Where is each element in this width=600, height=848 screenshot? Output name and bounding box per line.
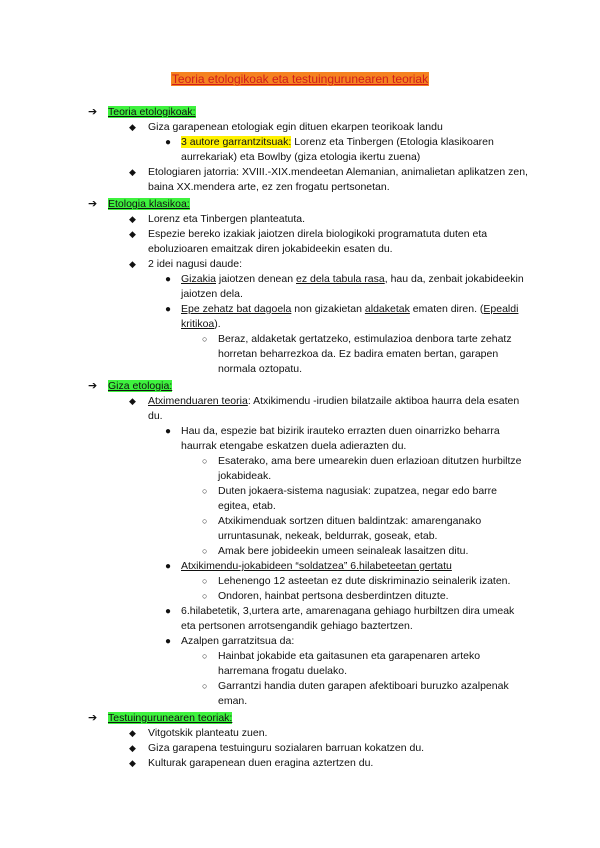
list-item: ◆ Giza garapenean etologiak egin dituen ekarpen teorikoak landu	[129, 121, 443, 133]
diamond-bullet-icon: ◆	[129, 728, 136, 738]
list-item: ◆ Kulturak garapenean duen eragina aztertzen du.	[129, 757, 374, 769]
dot-bullet-icon: ●	[165, 561, 172, 572]
circle-bullet-icon: ○	[202, 334, 208, 344]
page-title: Teoria etologikoak eta testuingurunearen teoriak	[171, 72, 429, 86]
list-item: ○ Lehenengo 12 asteetan ez dute diskriminazio seinalerik izaten.	[202, 575, 511, 587]
list-item: ◆ Espezie bereko izakiak jaiotzen direla biologikoki programatuta duten eta eboluzioaren emaitzak diren jokabideekin esaten du.	[129, 228, 488, 255]
list-item: ● Epe zehatz bat dagoela non gizakietan aldaketak ematen diren. (Epealdi kritikoa).	[165, 303, 519, 330]
list-item: ◆ Atximenduaren teoria: Atxikimendu -irudien bilatzaile aktiboa haurra dela esaten du.	[129, 395, 520, 422]
circle-bullet-icon: ○	[202, 516, 208, 526]
list-item: ● Gizakia jaiotzen denean ez dela tabula rasa, hau da, zenbait jokabideekin jaiotzen dela.	[165, 273, 524, 300]
arrow-icon: ➔	[88, 380, 98, 392]
dot-bullet-icon: ●	[165, 636, 172, 647]
section-heading-testuingurunea: ➔ Testuingurunearen teoriak:	[88, 712, 233, 724]
list-item: ○ Hainbat jokabide eta gaitasunen eta garapenaren arteko harremana frogatu duelako.	[202, 650, 481, 677]
list-item: ● Hau da, espezie bat bizirik irauteko errazten duen oinarrizko beharra haurrak etengabe eskatzen duela adierazten du.	[165, 425, 500, 452]
diamond-bullet-icon: ◆	[129, 259, 136, 269]
circle-bullet-icon: ○	[202, 486, 208, 496]
list-item: ○ Ondoren, hainbat pertsona desberdintzen dituzte.	[202, 590, 449, 602]
dot-bullet-icon: ●	[165, 426, 172, 437]
list-item: ● 6.hilabetetik, 3,urtera arte, amarenagana gehiago hurbiltzen dira umeak eta pertsonen arrotsengandik gehiago baztertzen.	[165, 605, 515, 632]
list-item: ◆ Vitgotskik planteatu zuen.	[129, 727, 268, 739]
list-item: ◆ Giza garapena testuinguru sozialaren barruan kokatzen du.	[129, 742, 425, 754]
circle-bullet-icon: ○	[202, 456, 208, 466]
dot-bullet-icon: ●	[165, 304, 172, 315]
arrow-icon: ➔	[88, 712, 98, 724]
circle-bullet-icon: ○	[202, 681, 208, 691]
section-heading-teoria: ➔ Teoria etologikoak:	[88, 106, 196, 118]
diamond-bullet-icon: ◆	[129, 758, 136, 768]
list-item: ● 3 autore garrantzitsuak: Lorenz eta Tinbergen (Etologia klasikoaren aurrekariak) eta Bowlby (giza etologia ikertu zuena)	[165, 136, 494, 163]
circle-bullet-icon: ○	[202, 591, 208, 601]
circle-bullet-icon: ○	[202, 651, 208, 661]
dot-bullet-icon: ●	[165, 137, 172, 148]
list-item: ○ Garrantzi handia duten garapen afektiboari buruzko azalpenak eman.	[202, 680, 509, 707]
list-item: ● Azalpen garratzitsua da:	[165, 635, 295, 647]
dot-bullet-icon: ●	[165, 274, 172, 285]
diamond-bullet-icon: ◆	[129, 396, 136, 406]
section-heading-etologia-klasikoa: ➔ Etologia klasikoa:	[88, 198, 190, 210]
list-item: ◆ Lorenz eta Tinbergen planteatuta.	[129, 213, 306, 225]
list-item: ◆ 2 idei nagusi daude:	[129, 258, 242, 270]
document-body	[88, 103, 528, 771]
list-item: ○ Esaterako, ama bere umearekin duen erlazioan ditutzen hurbiltze jokabideak.	[202, 455, 522, 482]
list-item: ○ Beraz, aldaketak gertatzeko, estimulazioa denbora tarte zehatz horretan beharrezkoa da. Ez badira ematen bertan, garapen normala oztopatu.	[202, 333, 512, 375]
diamond-bullet-icon: ◆	[129, 167, 136, 177]
circle-bullet-icon: ○	[202, 546, 208, 556]
list-item: ○ Atxikimenduak sortzen dituen baldintzak: amarenganako urruntasunak, nekeak, beldurrak, goseak, etab.	[202, 515, 482, 542]
section-heading-giza-etologia: ➔ Giza etologia:	[88, 380, 173, 392]
arrow-icon: ➔	[88, 198, 98, 210]
arrow-icon: ➔	[88, 106, 98, 118]
list-item: ○ Duten jokaera-sistema nagusiak: zupatzea, negar edo barre egitea, etab.	[202, 485, 497, 512]
diamond-bullet-icon: ◆	[129, 743, 136, 753]
dot-bullet-icon: ●	[165, 606, 172, 617]
diamond-bullet-icon: ◆	[129, 122, 136, 132]
list-item: ● Atxikimendu-jokabideen “soldatzea” 6.hilabeteetan gertatu	[165, 560, 452, 572]
diamond-bullet-icon: ◆	[129, 214, 136, 224]
list-item: ◆ Etologiaren jatorria: XVIII.-XIX.mendeetan Alemanian, animalietan aplikatzen zen, baina XX.mendera arte, ez zen frogatu pertsonetan.	[129, 166, 528, 193]
diamond-bullet-icon: ◆	[129, 229, 136, 239]
list-item: ○ Amak bere jobideekin umeen seinaleak lasaitzen ditu.	[202, 545, 469, 557]
circle-bullet-icon: ○	[202, 576, 208, 586]
